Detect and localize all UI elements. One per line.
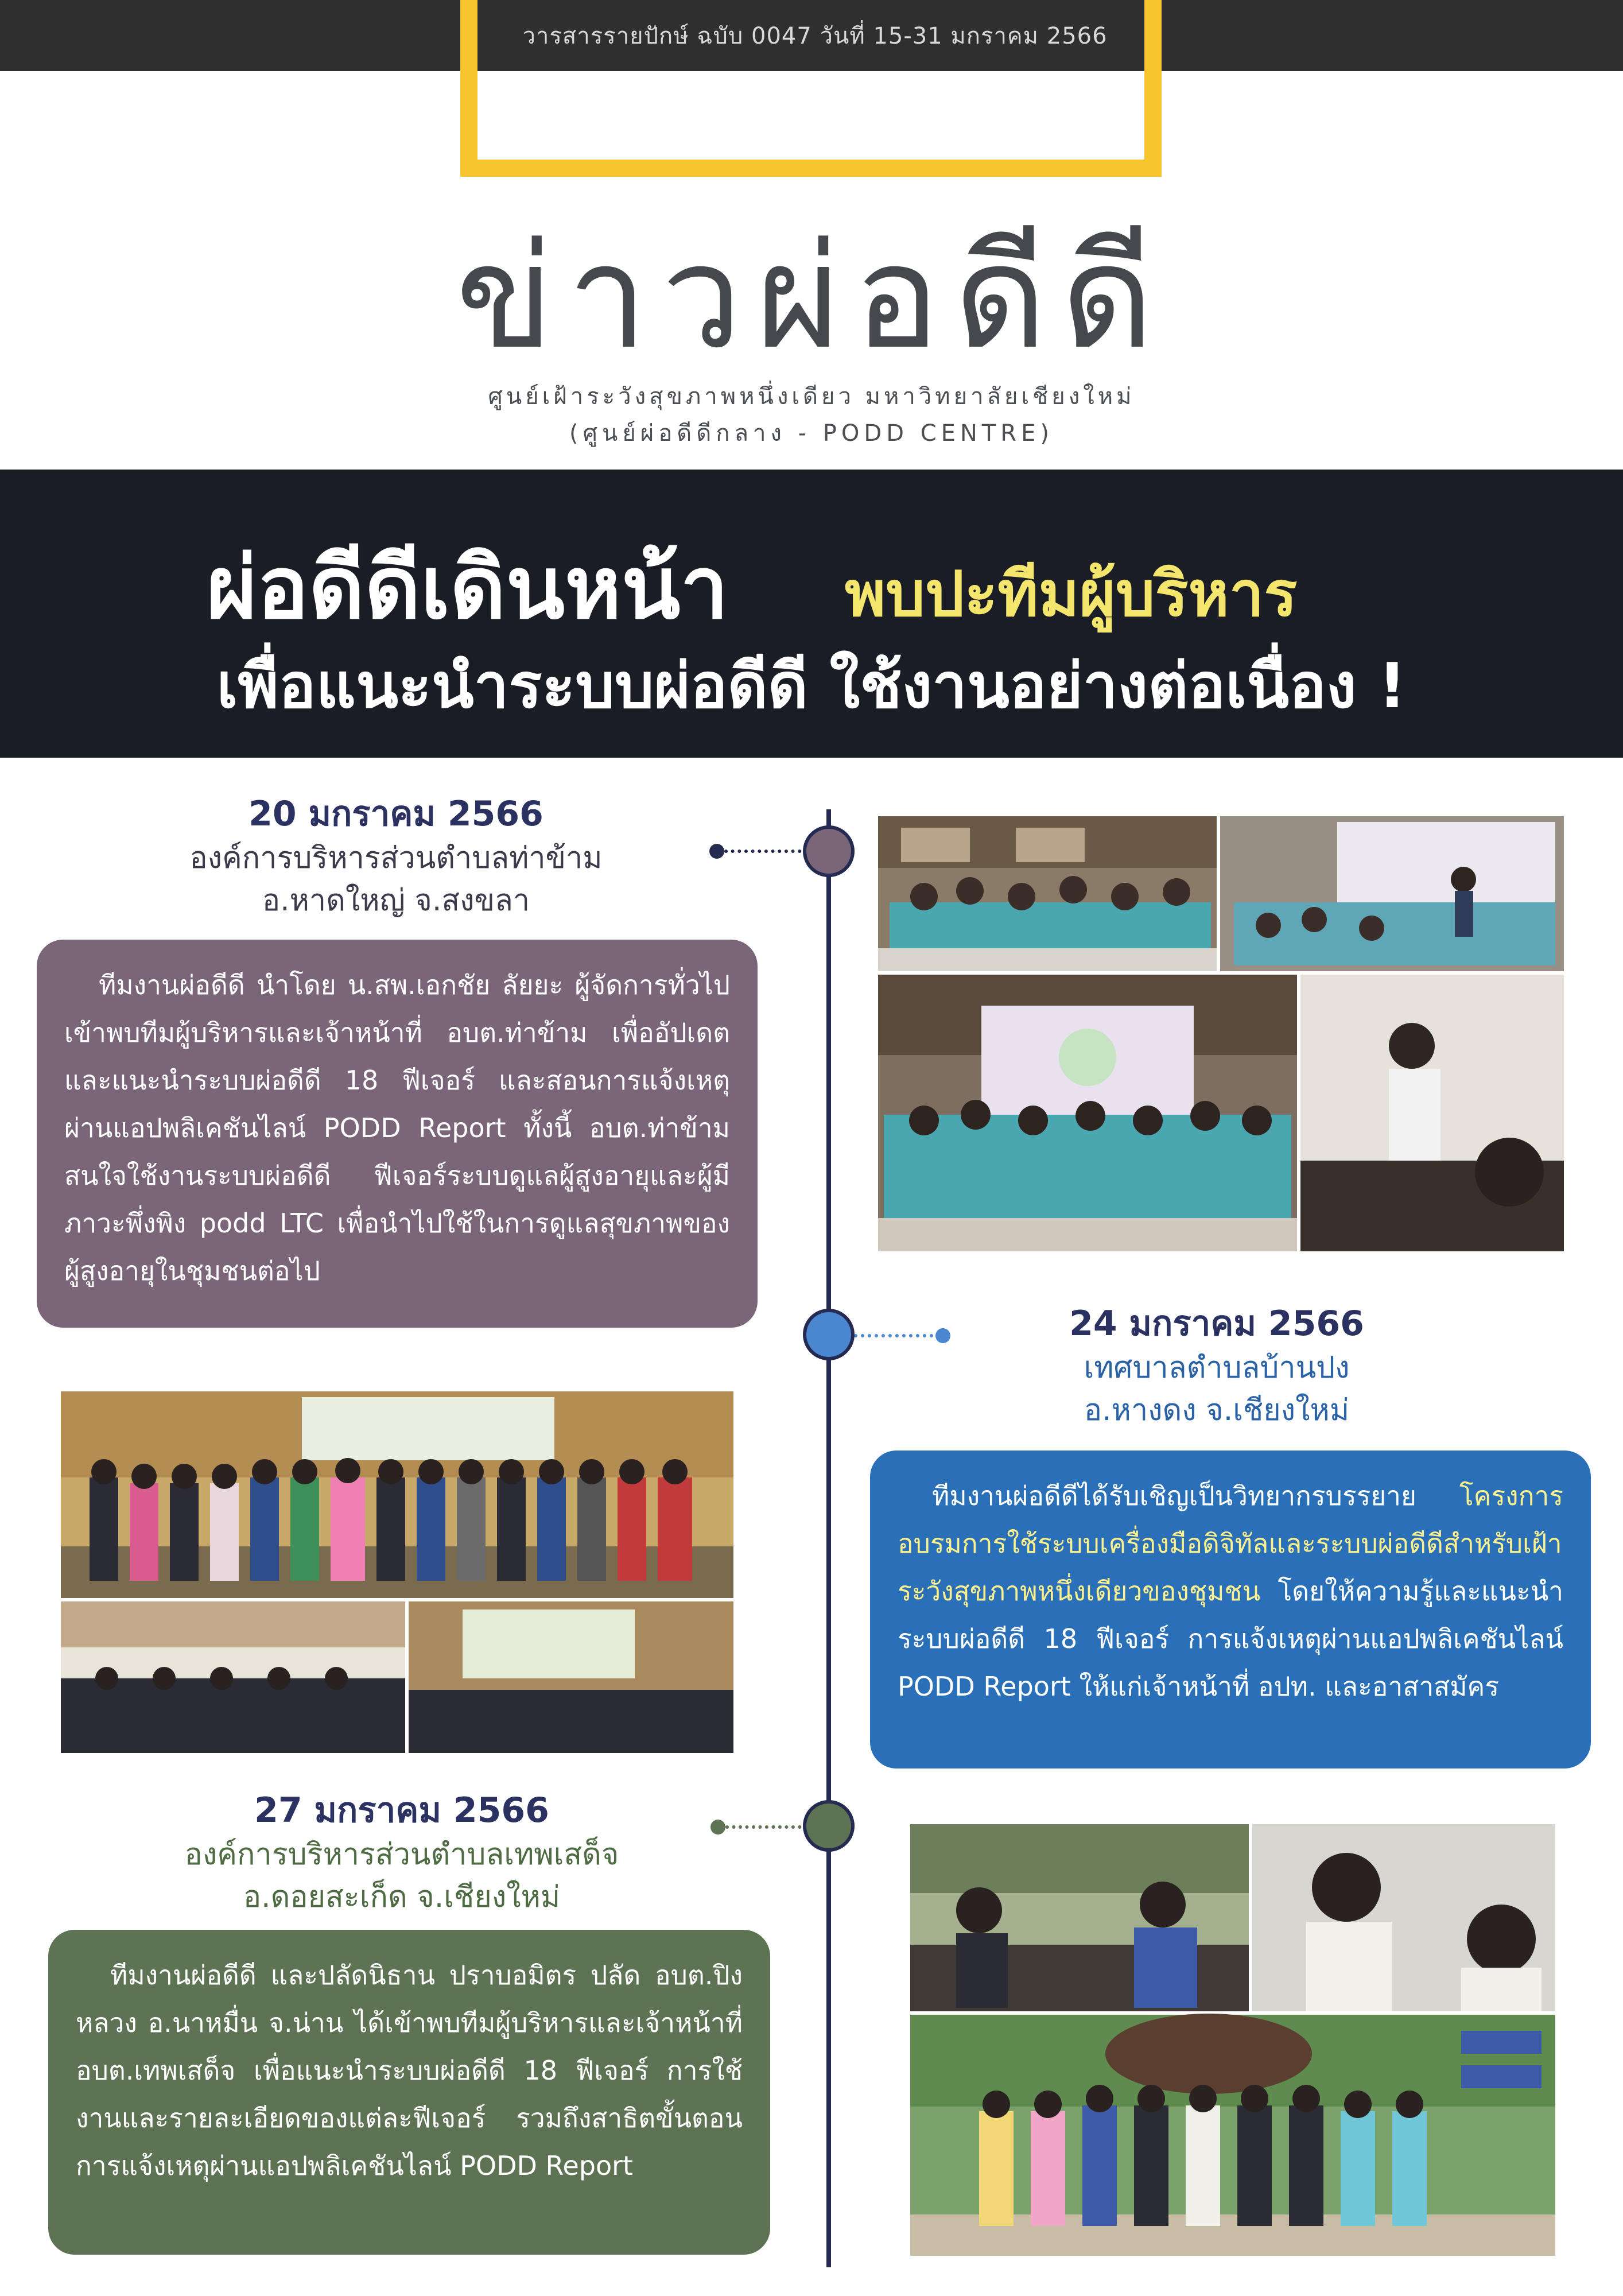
- event-3-description-card: [48, 1930, 770, 2255]
- event-1-date: 20 มกราคม 2566: [249, 794, 543, 834]
- event-3-district: อ.ดอยสะเก็ด จ.เชียงใหม่: [243, 1880, 561, 1914]
- event-1-district: อ.หาดใหญ่ จ.สงขลา: [262, 883, 530, 918]
- headline-second-line: เพื่อแนะนำระบบผ่อดีดี ใช้งานอย่างต่อเนื่อง !: [216, 650, 1407, 722]
- event-2-district: อ.หางดง จ.เชียงใหม่: [1084, 1393, 1350, 1428]
- event-2-project-name: โครงการอบรมการใช้ระบบเครื่องมือดิจิทัลและระบบผ่อดีดีสำหรับเฝ้าระวังสุขภาพหนึ่งเดียวของชุมชน: [898, 1480, 1563, 1607]
- headline-main: ผ่อดีดีเดินหน้า: [207, 538, 729, 638]
- masthead-title: ข่าวผ่อดีดี: [455, 214, 1168, 381]
- event-2-description: [898, 1472, 1563, 1711]
- issue-info: วารสารรายปักษ์ ฉบับ 0047 วันที่ 15-31 มกราคม 2566: [522, 23, 1108, 49]
- event-3-place: องค์การบริหารส่วนตำบลเทพเสด็จ: [184, 1837, 619, 1872]
- event-3-description: ทีมงานผ่อดีดี และปลัดนิธาน ปราบอมิตร ปลัด อบต.ปิงหลวง อ.นาหมื่น จ.น่าน ได้เข้าพบทีมผู้บริหารและเจ้าหน้าที่ อบต.เทพเสด็จ เพื่อแนะนำระบบผ่อดีดี 18 ฟีเจอร์ การใช้งานและรายละเอียดของแต่ละฟีเจอร์ รวมถึงสาธิตขั้นตอนการแจ้งเหตุผ่านแอปพลิเคชันไลน์ PODD Report: [76, 1960, 743, 2181]
- event-1-timeline-node: [803, 825, 855, 877]
- event-3-photo-collage: [910, 1824, 1555, 2256]
- event-2-connector-dot: [935, 1328, 950, 1343]
- event-3-connector-dot: [710, 1820, 725, 1835]
- yellow-frame-decoration: [460, 0, 1162, 177]
- organization-subtitle: (ศูนย์ผ่อดีดีกลาง - PODD CENTRE): [569, 420, 1054, 447]
- event-2-place: เทศบาลตำบลบ้านปง: [1084, 1351, 1350, 1385]
- event-1-description-card: [37, 940, 758, 1328]
- event-2-description-lead: ทีมงานผ่อดีดีได้รับเชิญเป็นวิทยากรบรรยาย: [932, 1480, 1459, 1511]
- event-2-connector: [854, 1334, 940, 1337]
- event-1-place: องค์การบริหารส่วนตำบลท่าข้าม: [189, 841, 603, 875]
- event-1-photo-collage: [878, 816, 1564, 1251]
- event-3-connector: [725, 1825, 808, 1829]
- event-2-description-card: [870, 1450, 1591, 1768]
- event-2-timeline-node: [803, 1309, 855, 1360]
- event-1-connector-dot: [709, 844, 724, 859]
- event-2-photo-collage: [61, 1391, 733, 1753]
- timeline-spine: [826, 809, 831, 2267]
- event-2-description-rest: โดยให้ความรู้และแนะนำระบบผ่อดีดี 18 ฟีเจอร์ การแจ้งเหตุผ่านแอปพลิเคชันไลน์ PODD Report ให้แก่เจ้าหน้าที่ อปท. และอาสาสมัคร: [898, 1576, 1563, 1702]
- event-1-description: ทีมงานผ่อดีดี นำโดย น.สพ.เอกชัย ลัยยะ ผู้จัดการทั่วไป เข้าพบทีมผู้บริหารและเจ้าหน้าที่ อบต.ท่าข้าม เพื่ออัปเดตและแนะนำระบบผ่อดีดี 18 ฟีเจอร์ และสอนการแจ้งเหตุผ่านแอปพลิเคชันไลน์ PODD Report ทั้งนี้ อบต.ท่าข้ามสนใจใช้งานระบบผ่อดีดี ฟีเจอร์ระบบดูแลผู้สูงอายุและผู้มีภาวะพึ่งพิง podd LTC เพื่อนำไปใช้ในการดูแลสุขภาพของผู้สูงอายุในชุมชนต่อไป: [64, 969, 730, 1286]
- headline-accent: พบปะทีมผู้บริหาร: [845, 559, 1298, 630]
- event-2-date: 24 มกราคม 2566: [1069, 1304, 1364, 1344]
- event-3-timeline-node: [803, 1800, 855, 1852]
- event-1-connector: [724, 850, 808, 853]
- organization-name: ศูนย์เฝ้าระวังสุขภาพหนึ่งเดียว มหาวิทยาลัยเชียงใหม่: [488, 383, 1135, 410]
- event-3-date: 27 มกราคม 2566: [254, 1790, 549, 1830]
